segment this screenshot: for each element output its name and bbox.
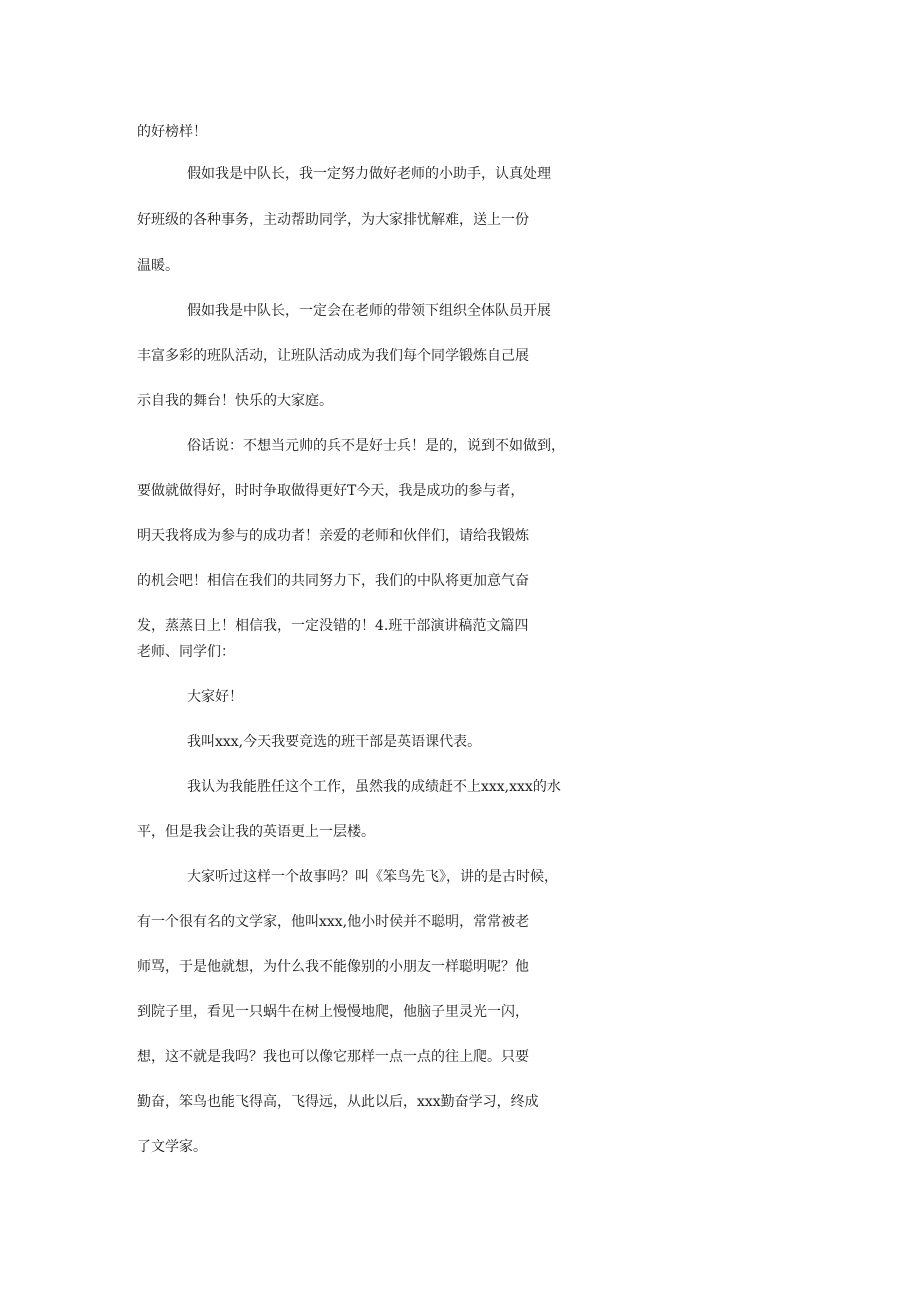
text-line: 了文学家。 bbox=[137, 1139, 207, 1155]
text-line: 假如我是中队长，一定会在老师的带领下组织全体队员开展 bbox=[187, 303, 551, 319]
text-line: 丰富多彩的班队活动，让班队活动成为我们每个同学锻炼自己展 bbox=[137, 348, 529, 364]
text-line: 温暖。 bbox=[137, 258, 179, 274]
text-line: 大家好！ bbox=[187, 689, 243, 705]
text-line: 假如我是中队长，我一定努力做好老师的小助手，认真处理 bbox=[187, 166, 551, 182]
text-line: 我认为我能胜任这个工作，虽然我的成绩赶不上xxx,xxx的水 bbox=[187, 779, 561, 795]
text-line: 明天我将成为参与的成功者！亲爱的老师和伙伴们，请给我锻炼 bbox=[137, 528, 529, 544]
text-line: 大家听过这样一个故事吗？叫《笨鸟先飞》，讲的是古时候， bbox=[187, 869, 558, 885]
text-line: 要做就做得好，时时争取做得更好T今天，我是成功的参与者， bbox=[137, 483, 525, 499]
text-line: 发，蒸蒸日上！相信我，一定没错的！4.班干部演讲稿范文篇四 bbox=[137, 618, 529, 634]
text-line: 好班级的各种事务，主动帮助同学，为大家排忧解难，送上一份 bbox=[137, 212, 529, 228]
text-line: 的机会吧！相信在我们的共同努力下，我们的中队将更加意气奋 bbox=[137, 573, 529, 589]
text-line: 有一个很有名的文学家，他叫xxx,他小时侯并不聪明，常常被老 bbox=[137, 914, 530, 930]
text-line: 想，这不就是我吗？我也可以像它那样一点一点的往上爬。只要 bbox=[137, 1049, 529, 1065]
text-line: 到院子里，看见一只蜗牛在树上慢慢地爬，他脑子里灵光一闪， bbox=[137, 1004, 529, 1020]
text-line: 示自我的舞台！快乐的大家庭。 bbox=[137, 393, 333, 409]
text-line: 老师、同学们： bbox=[137, 644, 235, 660]
text-line: 俗话说：不想当元帅的兵不是好士兵！是的，说到不如做到， bbox=[187, 438, 565, 454]
text-line: 我叫xxx,今天我要竞选的班干部是英语课代表。 bbox=[187, 734, 482, 750]
text-line: 师骂，于是他就想，为什么我不能像别的小朋友一样聪明呢？他 bbox=[137, 959, 529, 975]
text-line: 平，但是我会让我的英语更上一层楼。 bbox=[137, 824, 375, 840]
text-line: 的好榜样！ bbox=[137, 124, 207, 140]
text-line: 勤奋，笨鸟也能飞得高，飞得远，从此以后，xxx勤奋学习，终成 bbox=[137, 1094, 539, 1110]
